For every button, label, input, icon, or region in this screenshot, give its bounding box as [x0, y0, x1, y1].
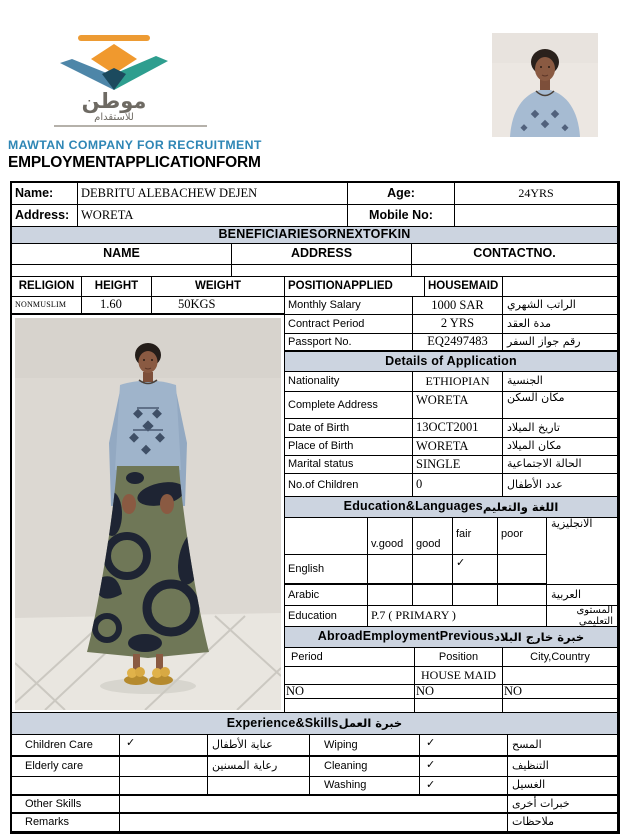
arabic-poor-cell: [498, 585, 547, 606]
address-value: WORETA: [78, 205, 348, 227]
skills-band-arabic: خبرة العمل: [338, 716, 403, 731]
address-label: Address:: [12, 205, 78, 227]
abroad-city-empty: [503, 699, 618, 713]
other-skills-arabic: خبرات أخرى: [508, 796, 618, 814]
abroad-band-arabic: خبرة خارج البلاد: [494, 629, 585, 644]
education-band-arabic: اللغة والتعليم: [482, 499, 559, 514]
name-value: DEBRITU ALEBACHEW DEJEN: [78, 183, 348, 205]
abroad-band-en: AbroadEmploymentPrevious: [317, 629, 495, 644]
passport-no-label: Passport No.: [285, 334, 413, 352]
elderly-care-label: Elderly care: [12, 757, 120, 777]
age-label: Age:: [348, 183, 455, 205]
marital-status-arabic: الحالة الاجتماعية: [503, 456, 618, 474]
wiping-arabic: المسح: [508, 735, 618, 757]
nationality-label: Nationality: [285, 372, 413, 392]
elderly-care-check: [120, 757, 208, 777]
rating-header-poor: poor: [498, 518, 547, 555]
nationality-arabic: الجنسية: [503, 372, 618, 392]
company-name: MAWTAN COMPANY FOR RECRUITMENT: [8, 138, 262, 152]
children-care-label: Children Care: [12, 735, 120, 757]
arabic-vgood-cell: [368, 585, 413, 606]
english-arabic: الانجليزية: [547, 518, 618, 585]
full-body-photo: [15, 318, 281, 710]
rating-corner-cell: [285, 518, 368, 555]
name-label: Name:: [12, 183, 78, 205]
religion-value: NONMUSLIM: [12, 297, 82, 315]
contract-period-arabic: مدة العقد: [503, 315, 618, 334]
contract-period-label: Contract Period: [285, 315, 413, 334]
education-level-value: P.7 ( PRIMARY ): [368, 606, 547, 627]
height-value: 1.60: [82, 297, 152, 315]
abroad-city-header: City,Country: [503, 648, 618, 667]
place-of-birth-value: WORETA: [413, 438, 503, 456]
logo-bar: [78, 35, 150, 41]
abroad-position-no: NO: [415, 685, 503, 699]
cleaning-check: ✓: [420, 757, 508, 777]
beneficiary-address-value: [232, 265, 412, 277]
beneficiary-contact-header: CONTACTNO.: [412, 244, 618, 265]
children-care-check: ✓: [120, 735, 208, 757]
beneficiary-name-header: NAME: [12, 244, 232, 265]
mobile-value: [455, 205, 618, 227]
monthly-salary-value: 1000 SAR: [413, 297, 503, 315]
mobile-label: Mobile No:: [348, 205, 455, 227]
date-of-birth-arabic: تاريخ الميلاد: [503, 419, 618, 438]
complete-address-label: Complete Address: [285, 392, 413, 419]
arabic-label: Arabic: [285, 585, 368, 606]
height-header: HEIGHT: [82, 277, 152, 297]
abroad-band: [285, 627, 618, 648]
cleaning-label: Cleaning: [310, 757, 420, 777]
position-applied-value: HOUSEMAID: [425, 277, 503, 297]
abroad-position-value: HOUSE MAID: [415, 667, 503, 685]
abroad-period-no: NO: [285, 685, 415, 699]
details-band: Details of Application: [285, 352, 618, 372]
other-skills-label: Other Skills: [12, 796, 120, 814]
monthly-salary-label: Monthly Salary: [285, 297, 413, 315]
remarks-value: [120, 814, 508, 832]
education-level-arabic: المستوى التعليمي: [547, 606, 618, 627]
arabic-fair-cell: [453, 585, 498, 606]
no-of-children-label: No.of Children: [285, 474, 413, 497]
english-fair-check: ✓: [453, 555, 498, 585]
skills-band: [12, 713, 618, 735]
abroad-period-header: Period: [285, 648, 415, 667]
passport-no-value: EQ2497483: [413, 334, 503, 352]
abroad-period-empty: [285, 699, 415, 713]
place-of-birth-arabic: مكان الميلاد: [503, 438, 618, 456]
beneficiary-address-header: ADDRESS: [232, 244, 412, 265]
weight-header: WEIGHT: [152, 277, 285, 297]
skills-empty-arabic: [208, 777, 310, 796]
no-of-children-value: 0: [413, 474, 503, 497]
english-poor-cell: [498, 555, 547, 585]
position-applied-header: POSITIONAPPLIED: [285, 277, 425, 297]
no-of-children-arabic: عدد الأطفال: [503, 474, 618, 497]
contract-period-value: 2 YRS: [413, 315, 503, 334]
abroad-position-header: Position: [415, 648, 503, 667]
beneficiary-contact-value: [412, 265, 618, 277]
arabic-good-cell: [413, 585, 453, 606]
wiping-label: Wiping: [310, 735, 420, 757]
rating-header-good: good: [413, 518, 453, 555]
abroad-period-cell: [285, 667, 415, 685]
age-value: 24YRS: [455, 183, 618, 205]
place-of-birth-label: Place of Birth: [285, 438, 413, 456]
skills-empty-check: [120, 777, 208, 796]
english-good-cell: [413, 555, 453, 585]
complete-address-arabic: مكان السكن: [503, 392, 618, 419]
date-of-birth-value: 13OCT2001: [413, 419, 503, 438]
company-logo: [58, 30, 170, 122]
washing-arabic: الغسيل: [508, 777, 618, 796]
complete-address-value: WORETA: [413, 392, 503, 419]
weight-value: 50KGS: [152, 297, 285, 315]
logo-arabic-main: موطن: [81, 89, 147, 113]
rating-header-fair: fair: [453, 518, 498, 555]
abroad-city-cell: [503, 667, 618, 685]
education-level-label: Education: [285, 606, 368, 627]
cleaning-arabic: التنظيف: [508, 757, 618, 777]
english-label: English: [285, 555, 368, 585]
form-title: EMPLOYMENTAPPLICATIONFORM: [8, 154, 261, 171]
monthly-salary-arabic: الراتب الشهري: [503, 297, 618, 315]
english-vgood-cell: [368, 555, 413, 585]
date-of-birth-label: Date of Birth: [285, 419, 413, 438]
education-band-en: Education&Languages: [343, 499, 483, 514]
marital-status-value: SINGLE: [413, 456, 503, 474]
children-care-arabic: عناية الأطفال: [208, 735, 310, 757]
marital-status-label: Marital status: [285, 456, 413, 474]
beneficiary-name-value: [12, 265, 232, 277]
remarks-label: Remarks: [12, 814, 120, 832]
remarks-arabic: ملاحظات: [508, 814, 618, 832]
abroad-city-no: NO: [503, 685, 618, 699]
passport-no-arabic: رقم جواز السفر: [503, 334, 618, 352]
rating-header-vgood: v.good: [368, 518, 413, 555]
education-band: [285, 497, 618, 518]
elderly-care-arabic: رعاية المسنين: [208, 757, 310, 777]
nationality-value: ETHIOPIAN: [413, 372, 503, 392]
logo-underline: [54, 125, 207, 127]
wiping-check: ✓: [420, 735, 508, 757]
position-extra-cell: [503, 277, 618, 297]
washing-label: Washing: [310, 777, 420, 796]
beneficiaries-band: BENEFICIARIESORNEXTOFKIN: [12, 227, 618, 244]
religion-header: RELIGION: [12, 277, 82, 297]
other-skills-value: [120, 796, 508, 814]
skills-band-en: Experience&Skills: [226, 715, 339, 730]
skills-empty-label: [12, 777, 120, 796]
arabic-arabic: العربية: [547, 585, 618, 606]
abroad-position-empty: [415, 699, 503, 713]
washing-check: ✓: [420, 777, 508, 796]
logo-arabic-sub: للاستقدام: [94, 112, 134, 122]
headshot-photo: [492, 33, 598, 137]
